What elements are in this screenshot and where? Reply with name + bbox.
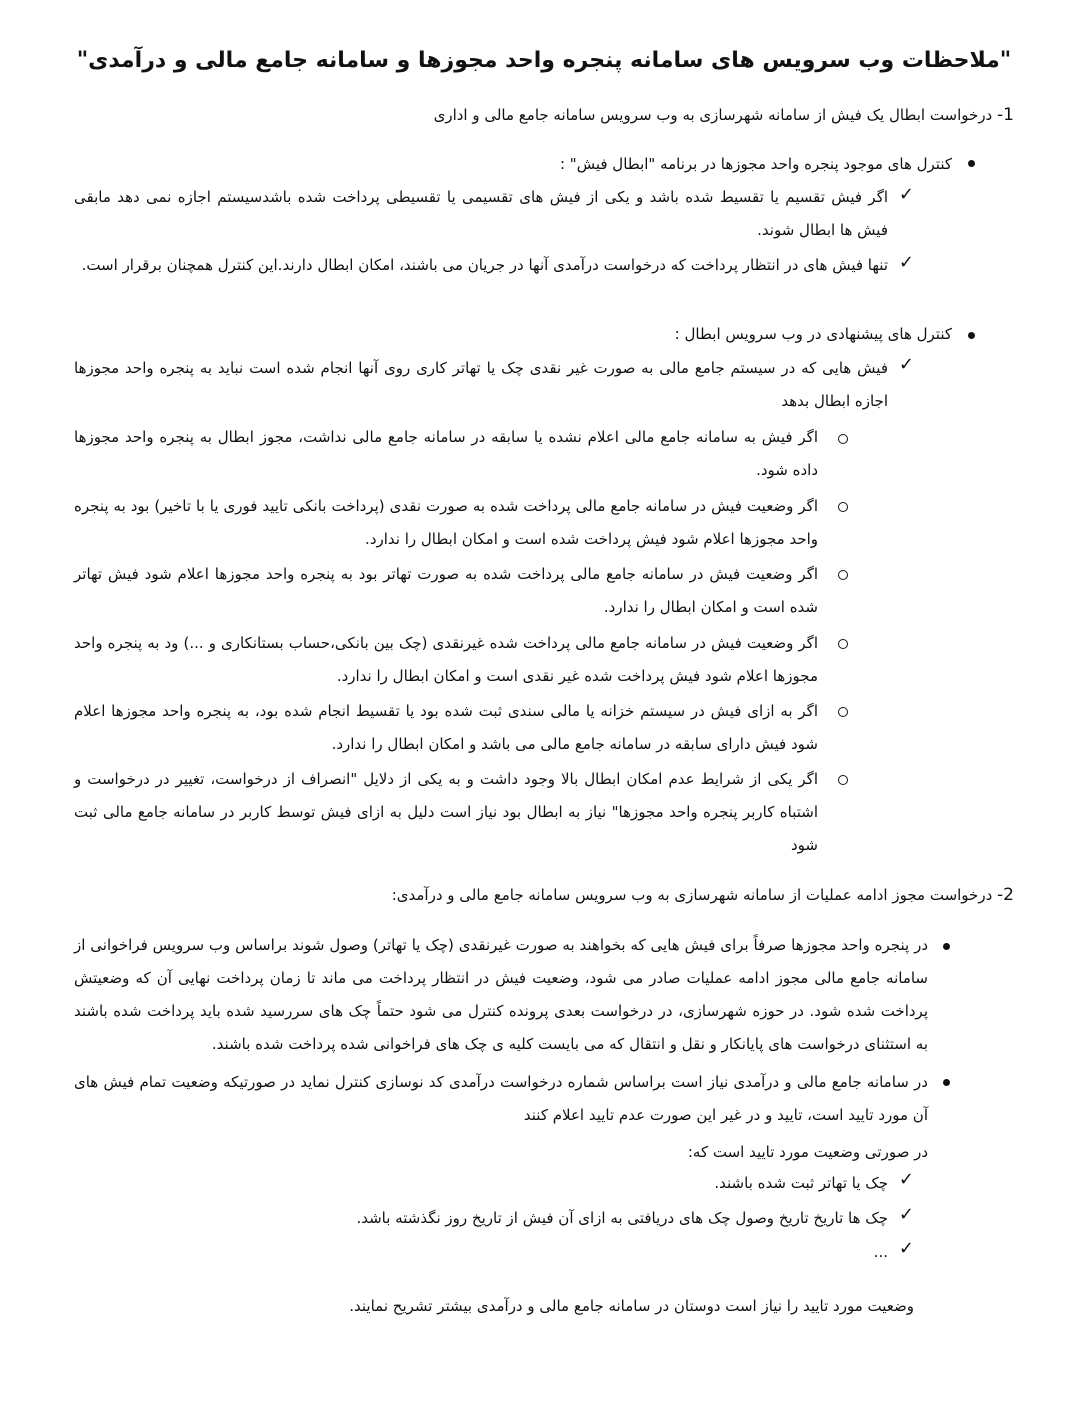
existing-control-text: اگر فیش تقسیم یا تقسیط شده باشد و یکی از فیش های تقسیمی یا تقسیطی پرداخت شده باشدسیستم اجازه نمی دهد مابقی فیش ها ابطال شوند. — [74, 188, 888, 239]
proposed-sub-text: اگر به ازای فیش در سیستم خزانه یا مالی سندی ثبت شده بود یا تقسیط انجام شده بود، به پنجره واحد مجوزها اعلام شود فیش دارای سابقه در سامانه جامع مالی می باشد و امکان ابطال را ندارد. — [74, 702, 818, 753]
circle-bullet-icon — [838, 570, 848, 580]
proposed-sub-text: اگر وضعیت فیش در سامانه جامع مالی پرداخت شده غیرنقدی (چک بین بانکی،حساب بستانکاری و ...) ود به پنجره واحد مجوزها اعلام شود فیش پرداخت شده غیر نقدی است و امکان ابطال را ندارد. — [74, 634, 818, 685]
proposed-sub-item — [74, 490, 818, 556]
section-2-heading-text: درخواست مجوز ادامه عملیات از سامانه شهرسازی به وب سرویس سامانه جامع مالی و درآمدی: — [391, 886, 993, 904]
proposed-main-text: فیش هایی که در سیستم جامع مالی به صورت غیر نقدی چک یا تهاتر کاری روی آنها انجام شده است نباید به پنجره واحد مجوزها اجازه ابطال بدهد — [74, 359, 888, 410]
confirm-label — [74, 1136, 928, 1169]
bullet-dot-icon — [968, 160, 975, 167]
circle-bullet-icon — [838, 775, 848, 785]
proposed-main-item — [74, 352, 888, 418]
section-1-number: 1- — [997, 105, 1014, 125]
bullet-dot-icon — [943, 1079, 950, 1086]
confirm-item — [300, 1202, 888, 1235]
circle-bullet-icon — [838, 502, 848, 512]
confirm-item-text: چک یا تهاتر ثبت شده باشند. — [714, 1174, 888, 1192]
section-2-heading — [80, 880, 1014, 910]
proposed-controls-label — [74, 318, 952, 351]
circle-bullet-icon — [838, 434, 848, 444]
proposed-sub-text: اگر وضعیت فیش در سامانه جامع مالی پرداخت شده به صورت نقدی (پرداخت بانکی تایید فوری یا با تاخیر) بود به پنجره واحد مجوزها اعلام شود فیش پرداخت شده است و امکان ابطال را ندارد. — [74, 497, 818, 548]
check-icon: ✓ — [898, 1169, 914, 1190]
circle-bullet-icon — [838, 707, 848, 717]
check-icon: ✓ — [898, 184, 914, 205]
document-title: "ملاحظات وب سرویس های سامانه پنجره واحد مجوزها و سامانه جامع مالی و درآمدی" — [76, 48, 1012, 73]
check-icon: ✓ — [898, 1204, 914, 1225]
existing-controls-label-text: کنترل های موجود پنجره واحد مجوزها در برنامه "ابطال فیش" : — [559, 155, 952, 173]
proposed-controls-label-text: کنترل های پیشنهادی در وب سرویس ابطال : — [674, 325, 952, 343]
section-1-heading — [80, 100, 1014, 130]
proposed-sub-item — [74, 627, 818, 693]
existing-control-item — [74, 181, 888, 247]
section-2-bullet — [74, 929, 928, 1061]
closing-note — [300, 1290, 914, 1323]
proposed-sub-text: اگر یکی از شرایط عدم امکان ابطال بالا وجود داشت و به یکی از دلایل "انصراف از درخواست، تغییر در درخواست و اشتباه کاربر پنجره واحد مجوزها" نیاز به ابطال بود نیاز است دلیل به ازای فیش توسط کاربر در سامانه جامع مالی ثبت شود — [74, 770, 818, 854]
section-2-bullet-text: در پنجره واحد مجوزها صرفاً برای فیش هایی که بخواهند به صورت غیرنقدی (چک یا تهاتر) وصول شوند براساس وب سرویس فراخوانی از سامانه جامع مالی مجوز ادامه عملیات صادر می شود، وضعیت فیش در انتظار پرداخت می ماند تا زمان پرداخت نهایی آن که وضعیتش پرداخت شده شود. در حوزه شهرسازی، در درخواست بعدی پرونده کنترل می شود حتماً چک های سررسید شده باید پرداخت شده باشند به استثنای درخواست های پایانکار و نقل و انتقال که می بایست کلیه ی چک های فراخوانی شده پرداخت شده باشند. — [74, 936, 928, 1053]
check-icon: ✓ — [898, 252, 914, 273]
existing-control-text: تنها فیش های در انتظار پرداخت که درخواست درآمدی آنها در جریان می باشند، امکان ابطال دارند.این کنترل همچنان برقرار است. — [81, 256, 888, 274]
section-2-bullet-text: در سامانه جامع مالی و درآمدی نیاز است براساس شماره درخواست درآمدی کد نوسازی کنترل نماید در صورتیکه وضعیت تمام فیش های آن مورد تایید است، تایید و در غیر این صورت عدم تایید اعلام کنند — [74, 1073, 928, 1124]
proposed-sub-text: اگر فیش به سامانه جامع مالی اعلام نشده یا سابقه در سامانه جامع مالی نداشت، مجوز ابطال به پنجره واحد مجوزها داده شود. — [74, 428, 818, 479]
proposed-sub-item — [74, 558, 818, 624]
proposed-sub-item — [74, 421, 818, 487]
section-2-bullet — [74, 1066, 928, 1132]
proposed-sub-text: اگر وضعیت فیش در سامانه جامع مالی پرداخت شده به صورت تهاتر بود به پنجره واحد مجوزها اعلام شود فیش تهاتر شده است و امکان ابطال را ندارد. — [74, 565, 818, 616]
bullet-dot-icon — [943, 943, 950, 950]
bullet-dot-icon — [968, 332, 975, 339]
confirm-label-text: در صورتی وضعیت مورد تایید است که: — [687, 1143, 928, 1161]
section-2-number: 2- — [997, 885, 1014, 905]
confirm-item — [500, 1167, 888, 1200]
confirm-item-text: چک ها تاریخ تاریخ وصول چک های دریافتی به ازای آن فیش از تاریخ روز نگذشته باشد. — [356, 1209, 888, 1227]
proposed-sub-item — [74, 763, 818, 862]
section-1-heading-text: درخواست ابطال یک فیش از سامانه شهرسازی به وب سرویس سامانه جامع مالی و اداری — [433, 106, 993, 124]
existing-control-item — [74, 249, 888, 282]
existing-controls-label — [74, 148, 952, 181]
proposed-sub-item — [74, 695, 818, 761]
check-icon: ✓ — [898, 1238, 914, 1259]
confirm-item — [700, 1236, 888, 1269]
closing-note-text: وضعیت مورد تایید را نیاز است دوستان در سامانه جامع مالی و درآمدی بیشتر تشریح نمایند. — [349, 1297, 914, 1315]
circle-bullet-icon — [838, 639, 848, 649]
check-icon: ✓ — [898, 354, 914, 375]
confirm-item-text: ... — [873, 1243, 888, 1261]
